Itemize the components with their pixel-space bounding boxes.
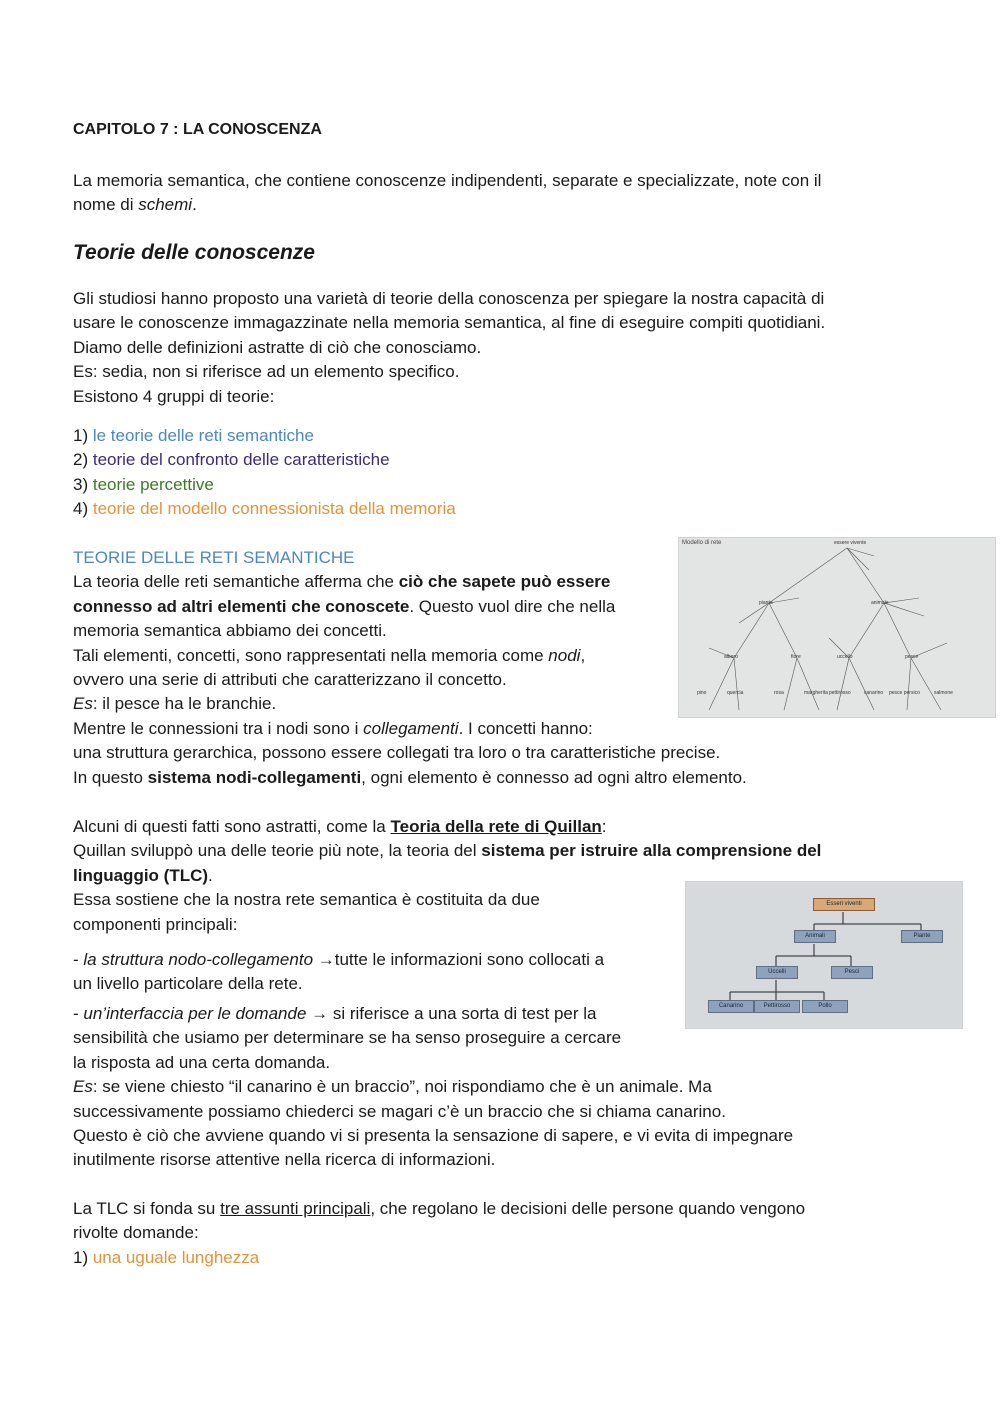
node-tree: albero [724, 654, 738, 660]
leaf-node: margherita [804, 690, 828, 696]
section-title: Teorie delle conoscenze [73, 241, 315, 264]
figure-caption: Modello di rete [682, 540, 722, 546]
chapter-title: CAPITOLO 7 : LA CONOSCENZA [73, 121, 322, 138]
quillan-section: Alcuni di questi fatti sono astratti, come la Teoria della rete di Quillan: Quillan sviluppò una delle teorie più note, la teoria del sistema per istruire alla comprensione del linguaggio (TLC). Essa sostiene che la nostra rete semantica è costituita da due componenti principali: [73, 817, 822, 934]
intro-line-1: La memoria semantica, che contiene conoscenze indipendenti, separate e specializzate, note con il [73, 171, 822, 190]
node-pesci: Pesci [831, 966, 873, 979]
node-flower: fiore [791, 654, 801, 660]
node-animali: Animali [794, 930, 836, 943]
node-root: essere vivente [834, 540, 867, 546]
list-item: 3) teorie percettive [73, 474, 214, 494]
node-esseri-viventi: Esseri viventi [813, 898, 875, 911]
node-bird: uccello [837, 654, 853, 660]
node-fish: pesce [905, 654, 919, 660]
paragraph-1: Gli studiosi hanno proposto una varietà di teorie della conoscenza per spiegare la nostra capacità di usare le conoscenze immagazzinate nella memoria semantica, al fine di eseguire compiti quotidiani. Diamo delle definizioni astratte di ciò che conosciamo. Es: sedia, non si riferisce ad un elemento specifico. Esistono 4 gruppi di teorie: [73, 289, 826, 406]
hierarchy-figure [685, 881, 963, 1029]
node-plant: pianta [759, 600, 773, 606]
component-1: - la struttura nodo-collegamento →tutte le informazioni sono collocati a un livello particolare della rete. [73, 950, 605, 994]
node-pettirosso: Pettirosso [754, 1000, 800, 1013]
leaf-node: canarino [864, 690, 884, 696]
node-piante: Piante [901, 930, 943, 943]
leaf-node: pino [697, 690, 707, 696]
intro-line-2: nome di schemi. [73, 195, 197, 214]
list-item: 4) teorie del modello connessionista della memoria [73, 499, 456, 519]
leaf-node: salmone [934, 690, 953, 696]
leaf-node: quercia [727, 690, 744, 696]
leaf-node: pesce persico [889, 690, 920, 696]
leaf-node: pettirosso [829, 690, 851, 696]
semantic-section: TEORIE DELLE RETI SEMANTICHE La teoria delle reti semantiche afferma che ciò che sapete può essere connesso ad altri elementi che conoscete. Questo vuol dire che nella memoria semantica abbiamo dei concetti. Tali elementi, concetti, sono rappresentati nella memoria come nodi, ovvero una serie di attributi che caratterizzano il concetto. Es: il pesce ha le branchie. Mentre le connessioni tra i nodi sono i collegamenti. I concetti hanno: una struttura gerarchica, possono essere collegati tra loro o tra caratteristiche precise. In questo sistema nodi-collegamenti, ogni elemento è connesso ad ogni altro elemento. [73, 548, 747, 787]
semantic-heading: TEORIE DELLE RETI SEMANTICHE [73, 548, 355, 567]
list-item: 1) una uguale lunghezza [73, 1247, 260, 1267]
component-2: - un’interfaccia per le domande → si riferisce a una sorta di test per la sensibilità che usiamo per determinare se ha senso proseguire a cercare la risposta ad una certa domanda. Es: se viene chiesto “il canarino è un braccio”, noi rispondiamo che è un animale. Ma successivamente possiamo chiederci se magari c’è un braccio che si chiama canarino. Questo è ciò che avviene quando vi si presenta la sensazione di sapere, e vi evita di impegnare inutilmente risorse attentive nella ricerca di informazioni. [73, 1004, 794, 1170]
tlc-section: La TLC si fonda su tre assunti principali, che regolano le decisioni delle persone quando vengono rivolte domande: 1) una uguale lunghezza [73, 1197, 805, 1270]
node-uccelli: Uccelli [756, 966, 798, 979]
quillan-theory-link: Teoria della rete di Quillan [390, 817, 602, 836]
node-pollo: Pollo [802, 1000, 848, 1013]
list-item: 1) le teorie delle reti semantiche [73, 426, 314, 445]
list-item: 2) teorie del confronto delle caratteristiche [73, 450, 390, 470]
theory-list [73, 424, 456, 522]
node-canarino: Canarino [708, 1000, 754, 1013]
node-animal: animale [871, 600, 889, 606]
leaf-node: rosa [774, 690, 784, 696]
semantic-network-figure [678, 537, 996, 718]
